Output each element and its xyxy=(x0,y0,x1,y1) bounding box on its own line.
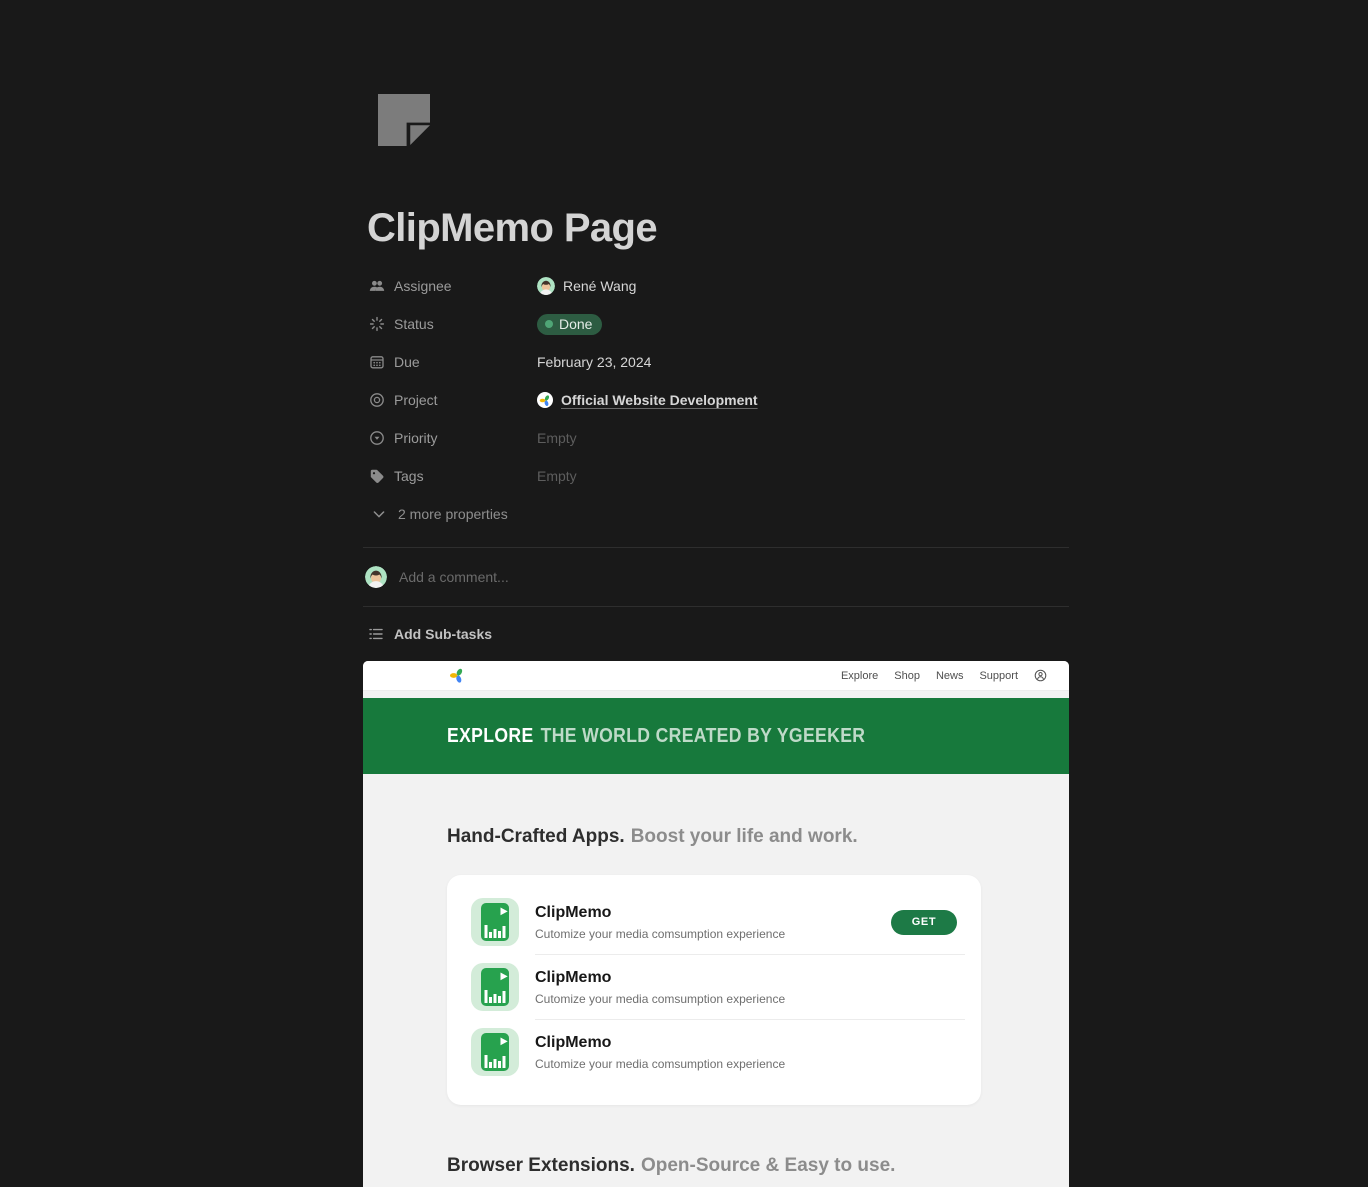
hero-banner-text xyxy=(447,725,865,748)
project-link[interactable]: Official Website Development xyxy=(561,392,758,408)
page-content xyxy=(363,0,1069,1187)
property-name: Due xyxy=(394,354,420,370)
property-label-priority[interactable] xyxy=(369,430,537,446)
status-badge[interactable] xyxy=(537,314,602,335)
extensions-heading-bold: Browser Extensions. xyxy=(447,1155,635,1176)
hero-banner xyxy=(363,698,1069,774)
property-row-tags xyxy=(363,457,1069,495)
due-date-value[interactable] xyxy=(537,354,651,370)
empty-value: Empty xyxy=(537,468,577,484)
clipped-page-fold xyxy=(410,125,430,145)
banner-rest: THE WORLD CREATED BY YGEEKER xyxy=(540,724,866,747)
calendar-icon xyxy=(369,354,385,370)
property-label-assignee[interactable] xyxy=(369,278,537,294)
properties-panel xyxy=(363,267,1069,533)
site-body xyxy=(363,774,1069,1177)
property-row-due xyxy=(363,343,1069,381)
tags-value[interactable] xyxy=(537,468,577,484)
extensions-heading-rest: Open-Source & Easy to use. xyxy=(640,1155,896,1176)
add-subtasks-button[interactable] xyxy=(363,607,1069,661)
status-value[interactable] xyxy=(537,314,602,335)
property-label-status[interactable] xyxy=(369,316,537,332)
app-description: Cutomize your media comsumption experience xyxy=(535,991,786,1006)
app-row[interactable] xyxy=(447,955,981,1019)
nav-link-explore[interactable]: Explore xyxy=(840,669,879,682)
assignee-value[interactable] xyxy=(537,277,636,295)
property-row-status xyxy=(363,305,1069,343)
ygeeker-logo[interactable] xyxy=(449,667,466,684)
status-text: Done xyxy=(559,316,593,332)
assignee-name: René Wang xyxy=(563,278,637,294)
empty-value: Empty xyxy=(537,430,577,446)
property-label-project[interactable] xyxy=(369,392,537,408)
apps-heading xyxy=(447,826,985,848)
page-title: ClipMemo Page xyxy=(367,206,658,250)
property-label-due[interactable] xyxy=(369,354,537,370)
add-comment-row[interactable] xyxy=(363,548,1069,606)
property-row-assignee xyxy=(363,267,1069,305)
user-avatar xyxy=(365,566,387,588)
app-text xyxy=(535,904,785,941)
apps-heading-rest: Boost your life and work. xyxy=(630,826,858,847)
clipmemo-app-icon xyxy=(471,963,519,1011)
target-icon xyxy=(369,392,385,408)
assignee-avatar xyxy=(537,277,555,295)
nav-link-news[interactable]: News xyxy=(935,669,964,682)
site-navbar xyxy=(363,661,1069,691)
list-icon xyxy=(368,626,384,642)
project-value[interactable] xyxy=(537,392,758,408)
apps-card xyxy=(447,875,981,1105)
app-row[interactable] xyxy=(447,890,981,954)
extensions-heading xyxy=(447,1155,985,1177)
more-properties-label: 2 more properties xyxy=(398,506,508,522)
status-dot xyxy=(545,320,553,328)
clipmemo-app-icon xyxy=(471,898,519,946)
priority-value[interactable] xyxy=(537,430,577,446)
chevron-down-icon xyxy=(371,506,387,522)
app-text xyxy=(535,969,785,1006)
property-name: Status xyxy=(394,316,434,332)
site-nav-links xyxy=(841,669,1047,682)
property-label-tags[interactable] xyxy=(369,468,537,484)
ygeeker-logo-icon xyxy=(537,392,553,408)
property-name: Assignee xyxy=(394,278,452,294)
account-icon[interactable] xyxy=(1034,669,1047,682)
app-row[interactable] xyxy=(447,1020,981,1084)
apps-heading-bold: Hand-Crafted Apps. xyxy=(447,826,625,847)
app-name: ClipMemo xyxy=(535,903,612,921)
more-properties-toggle[interactable] xyxy=(363,495,1069,533)
add-subtasks-label: Add Sub-tasks xyxy=(394,626,493,642)
clipmemo-app-icon xyxy=(471,1028,519,1076)
app-name: ClipMemo xyxy=(535,968,612,986)
app-name: ClipMemo xyxy=(535,1033,612,1051)
tag-icon xyxy=(369,468,385,484)
comment-placeholder: Add a comment... xyxy=(399,569,509,585)
status-spinner-icon xyxy=(369,316,385,332)
property-name: Project xyxy=(394,392,438,408)
web-embed[interactable] xyxy=(363,661,1069,1187)
property-row-project xyxy=(363,381,1069,419)
property-name: Priority xyxy=(394,430,438,446)
clipped-page-icon xyxy=(378,94,430,146)
banner-highlight: EXPLORE xyxy=(447,724,534,747)
get-button[interactable]: GET xyxy=(891,910,957,935)
priority-icon xyxy=(369,430,385,446)
people-icon xyxy=(369,278,385,294)
nav-link-shop[interactable]: Shop xyxy=(894,669,920,682)
page-icon[interactable] xyxy=(378,94,430,146)
app-description: Cutomize your media comsumption experience xyxy=(535,926,786,941)
property-row-priority xyxy=(363,419,1069,457)
due-date-text: February 23, 2024 xyxy=(537,354,652,370)
app-description: Cutomize your media comsumption experience xyxy=(535,1056,786,1071)
app-text xyxy=(535,1034,785,1071)
nav-link-support[interactable]: Support xyxy=(979,669,1018,682)
property-name: Tags xyxy=(394,468,424,484)
